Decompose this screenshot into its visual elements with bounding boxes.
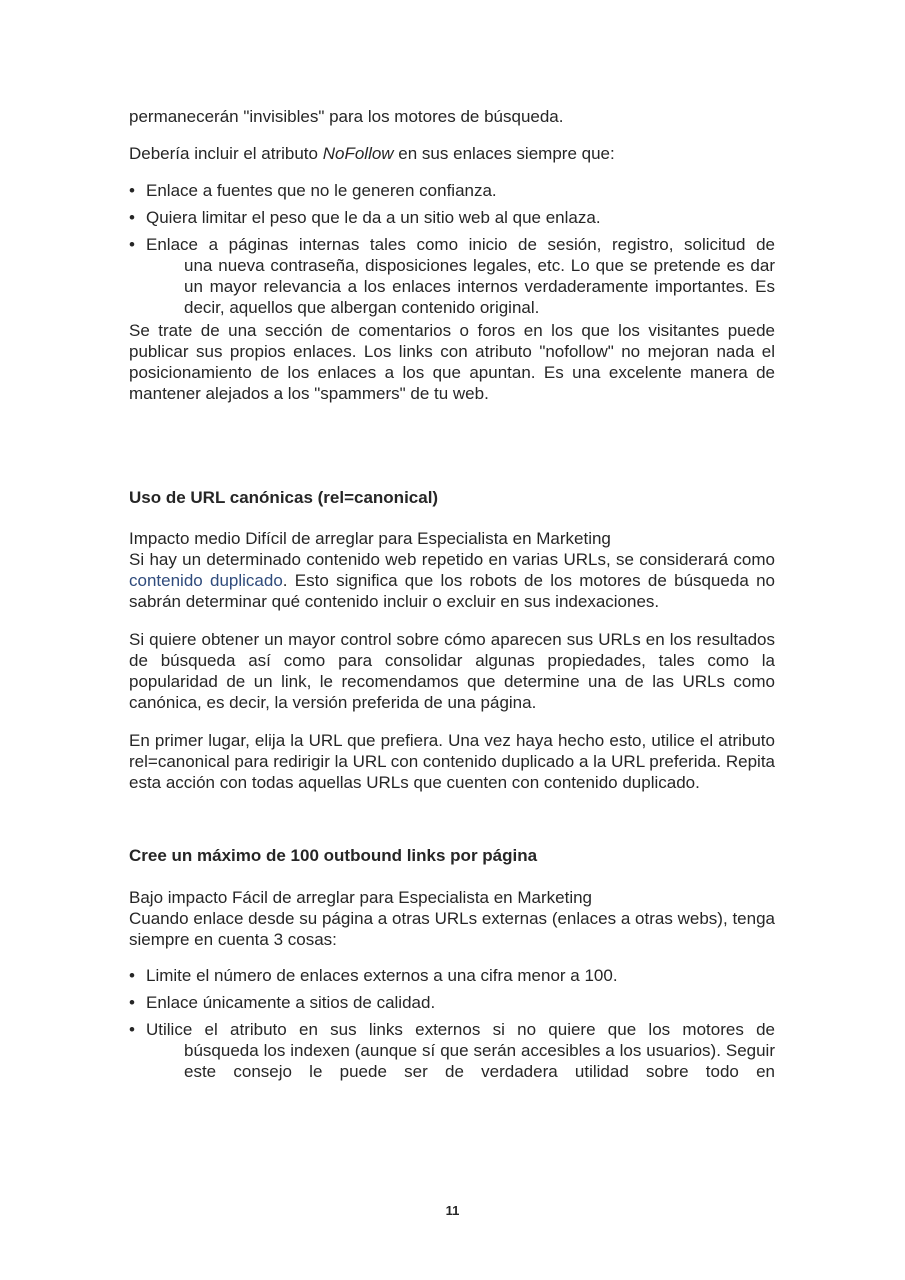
bullet-icon: • xyxy=(129,1020,135,1039)
canonical-paragraph-1 xyxy=(129,549,775,612)
bullet-icon: • xyxy=(129,235,135,254)
list-item-text: Enlace a páginas internas tales como inicio de sesión, registro, solicitud de xyxy=(146,235,775,254)
section-meta-canonical: Impacto medio Difícil de arreglar para Especialista en Marketing xyxy=(129,529,611,548)
canonical-paragraph-3: En primer lugar, elija la URL que prefiera. Una vez haya hecho esto, utilice el atributo rel=canonical para redirigir la URL con contenido duplicado a la URL preferida. Repita esta acción con todas aquellas URLs que cuenten con contenido duplicado. xyxy=(129,731,775,792)
bullet-icon: • xyxy=(129,181,135,200)
list-item xyxy=(129,234,775,318)
canonical-p1-pre: Si hay un determinado contenido web repetido en varias URLs, se considerará como xyxy=(129,550,775,569)
comments-paragraph: Se trate de una sección de comentarios o foros en los que los visitantes puede publicar sus propios enlaces. Los links con atributo "nofollow" no mejoran nada el posicionamiento de los enlaces a los que apuntan. Es una excelente manera de mantener alejados a los "spammers" de tu web. xyxy=(129,321,775,403)
outbound-paragraph-1: Cuando enlace desde su página a otras URLs externas (enlaces a otras webs), tenga siempre en cuenta 3 cosas: xyxy=(129,909,775,949)
bullet-icon: • xyxy=(129,993,135,1012)
canonical-paragraph-2: Si quiere obtener un mayor control sobre cómo aparecen sus URLs en los resultados de búsqueda así como para consolidar algunas propiedades, tales como la popularidad de un link, le recomendamos que determine una de las URLs como canónica, es decir, la versión preferida de una página. xyxy=(129,630,775,712)
section-meta-outbound: Bajo impacto Fácil de arreglar para Especialista en Marketing xyxy=(129,888,593,907)
list-item-text: Quiera limitar el peso que le da a un sitio web al que enlaza. xyxy=(146,208,601,227)
nofollow-intro xyxy=(129,143,775,164)
list-item xyxy=(129,1019,775,1082)
list-item-continuation: una nueva contraseña, disposiciones legales, etc. Lo que se pretende es dar un mayor relevancia a los enlaces internos verdaderamente importantes. Es decir, aquellos que albergan contenido original. xyxy=(184,256,775,317)
list-item-text: Limite el número de enlaces externos a una cifra menor a 100. xyxy=(146,966,618,985)
bullet-icon: • xyxy=(129,966,135,985)
nofollow-term: NoFollow xyxy=(322,144,394,163)
list-item xyxy=(129,180,775,201)
duplicate-content-link[interactable]: contenido duplicado xyxy=(129,571,283,590)
page-content xyxy=(129,106,775,1088)
list-item-continuation: búsqueda los indexen (aunque sí que serán accesibles a los usuarios). Seguir este consejo le puede ser de verdadera utilidad sobre todo en xyxy=(184,1041,775,1081)
list-item-text: Enlace únicamente a sitios de calidad. xyxy=(146,993,436,1012)
bullet-icon: • xyxy=(129,208,135,227)
section-title-outbound: Cree un máximo de 100 outbound links por página xyxy=(129,846,538,865)
nofollow-intro-post: en sus enlaces siempre que: xyxy=(393,144,615,163)
list-item-text: Utilice el atributo en sus links externos si no quiere que los motores de xyxy=(146,1020,775,1039)
list-item xyxy=(129,965,775,986)
canonical-p1-post: . Esto significa que los robots de los motores de búsqueda no sabrán determinar qué contenido incluir o excluir en sus indexaciones. xyxy=(129,571,775,611)
nofollow-list xyxy=(129,180,775,318)
outbound-list xyxy=(129,965,775,1082)
list-item xyxy=(129,992,775,1013)
section-title-canonical: Uso de URL canónicas (rel=canonical) xyxy=(129,488,439,507)
list-item-text: Enlace a fuentes que no le generen confianza. xyxy=(146,181,497,200)
intro-line: permanecerán "invisibles" para los motores de búsqueda. xyxy=(129,107,564,126)
page-number: 11 xyxy=(445,1203,460,1218)
nofollow-intro-pre: Debería incluir el atributo xyxy=(129,144,323,163)
list-item xyxy=(129,207,775,228)
